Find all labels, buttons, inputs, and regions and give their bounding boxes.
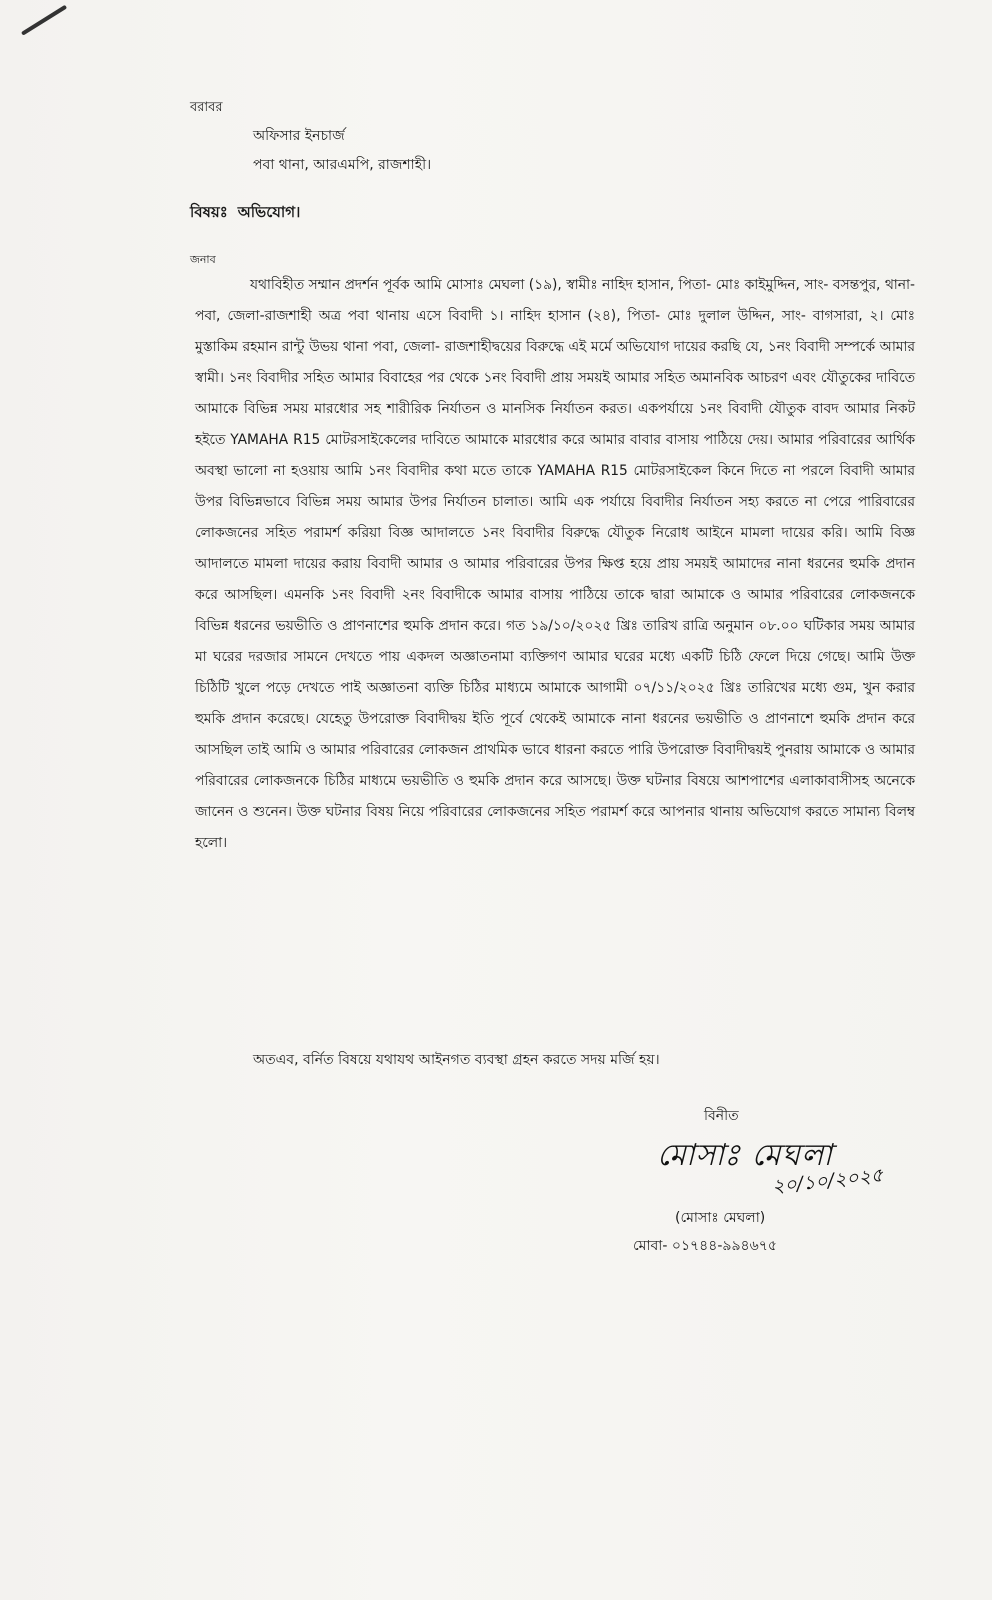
salutation: জনাব xyxy=(190,253,216,266)
recipient-designation: অফিসার ইনচার্জ xyxy=(253,128,345,144)
letter-body: যথাবিহীত সম্মান প্রদর্শন পূর্বক আমি মোসাঃ মেঘলা (১৯), স্বামীঃ নাহিদ হাসান, পিতা- মোঃ কাইমুদ্দিন, সাং- বসন্তপুর, থানা- পবা, জেলা-রাজশাহী অত্র পবা থানায় এসে বিবাদী ১। নাহিদ হাসান (২৪), পিতা- মোঃ দুলাল উদ্দিন, সাং- বাগসারা, ২। মোঃ মুস্তাকিম রহমান রান্টু উভয় থানা পবা, জেলা- রাজশাহীদ্বয়ের বিরুদ্ধে এই মর্মে অভিযোগ দায়ের করছি যে, ১নং বিবাদী সম্পর্কে আমার স্বামী। ১নং বিবাদীর সহিত আমার বিবাহের পর থেকে ১নং বিবাদী প্রায় সময়ই আমার সহিত অমানবিক আচরণ এবং যৌতুকের দাবিতে আমাকে বিভিন্ন সময় মারধোর সহ শারীরিক নির্যাতন ও মানসিক নির্যাতন করত। একপর্যায়ে ১নং বিবাদী যৌতুক বাবদ আমার নিকট হইতে YAMAHA R15 মোটরসাইকেলের দাবিতে আমাকে মারধোর করে আমার বাবার বাসায় পাঠিয়ে দেয়। আমার পরিবারের আর্থিক অবস্থা ভালো না হওয়ায় আমি ১নং বিবাদীর কথা মতে তাকে YAMAHA R15 মোটরসাইকেল কিনে দিতে না পরলে বিবাদী আমার উপর বিভিন্নভাবে বিভিন্ন সময় আমার উপর নির্যাতন চালাত। আমি এক পর্যায়ে বিবাদীর নির্যাতন সহ্য করতে না পেরে পারিবারের লোকজনের সহিত পরামর্শ করিয়া বিজ্ঞ আদালতে ১নং বিবাদীর বিরুদ্ধে যৌতুক নিরোধ আইনে মামলা দায়ের করি। আমি বিজ্ঞ আদালতে মামলা দায়ের করায় বিবাদী আমার ও আমার পরিবারের উপর ক্ষিপ্ত হয়ে প্রায় সময়ই আমাদের নানা ধরনের হুমকি প্রদান করে আসছিল। এমনকি ১নং বিবাদী ২নং বিবাদীকে আমার বাসায় পাঠিয়ে তাকে দ্বারা আমাকে ও আমার পরিবারের লোকজনকে বিভিন্ন ধরনের ভয়ভীতি ও প্রাণনাশের হুমকি প্রদান করে। গত ১৯/১০/২০২৫ খ্রিঃ তারিখ রাত্রি অনুমান ০৮.০০ ঘটিকার সময় আমার মা ঘরের দরজার সামনে দেখতে পায় একদল অজ্ঞাতনামা ব্যক্তিগণ আমার ঘরের মধ্যে একটি চিঠি ফেলে দিয়ে গেছে। আমি উক্ত চিঠিটি খুলে পড়ে দেখতে পাই অজ্ঞাতনা ব্যক্তি চিঠির মাধ্যমে আমাকে আগামী ০৭/১১/২০২৫ খ্রিঃ তারিখের মধ্যে গুম, খুন করার হুমকি প্রদান করেছে। যেহেতু উপরোক্ত বিবাদীদ্বয় ইতি পূর্বে থেকেই আমাকে নানা ধরনের ভয়ভীতি ও প্রাণনাশে হুমকি প্রদান করে আসছিল তাই আমি ও আমার পরিবারের লোকজন প্রাথমিক ভাবে ধারনা করতে পারি উপরোক্ত বিবাদীদ্বয়ই পুনরায় আমাকে ও আমার পরিবারের লোকজনকে চিঠির মাধ্যমে ভয়ভীতি ও হুমকি প্রদান করে আসছে। উক্ত ঘটনার বিষয়ে আশপাশের এলাকাবাসীসহ অনেকে জানেন ও শুনেন। উক্ত ঘটনার বিষয় নিয়ে পরিবারের লোকজনের সহিত পরামর্শ করে আপনার থানায় অভিযোগ করতে সামান্য বিলম্ব হলো। xyxy=(195,277,915,851)
closing-request: অতএব, বর্নিত বিষয়ে যথাযথ আইনগত ব্যবস্থা গ্রহন করতে সদয় মর্জি হয়। xyxy=(253,1052,660,1068)
subject-line xyxy=(190,201,300,226)
signature-date: ২০/১০/২০২৫ xyxy=(770,1164,885,1198)
mobile-number: মোবা- ০১৭৪৪-৯৯৪৬৭৫ xyxy=(633,1238,777,1254)
recipient-office: পবা থানা, আরএমপি, রাজশাহী। xyxy=(253,157,432,173)
pen-mark xyxy=(21,5,67,36)
sign-off: বিনীত xyxy=(704,1108,739,1124)
subject-text: অভিযোগ। xyxy=(237,203,301,221)
printed-name: (মোসাঃ মেঘলা) xyxy=(675,1210,766,1226)
handwritten-signature: মোসাঃ মেঘলা xyxy=(657,1138,833,1173)
subject-label: বিষয়ঃ xyxy=(190,203,228,221)
recipient-to: বরাবর xyxy=(190,100,223,115)
